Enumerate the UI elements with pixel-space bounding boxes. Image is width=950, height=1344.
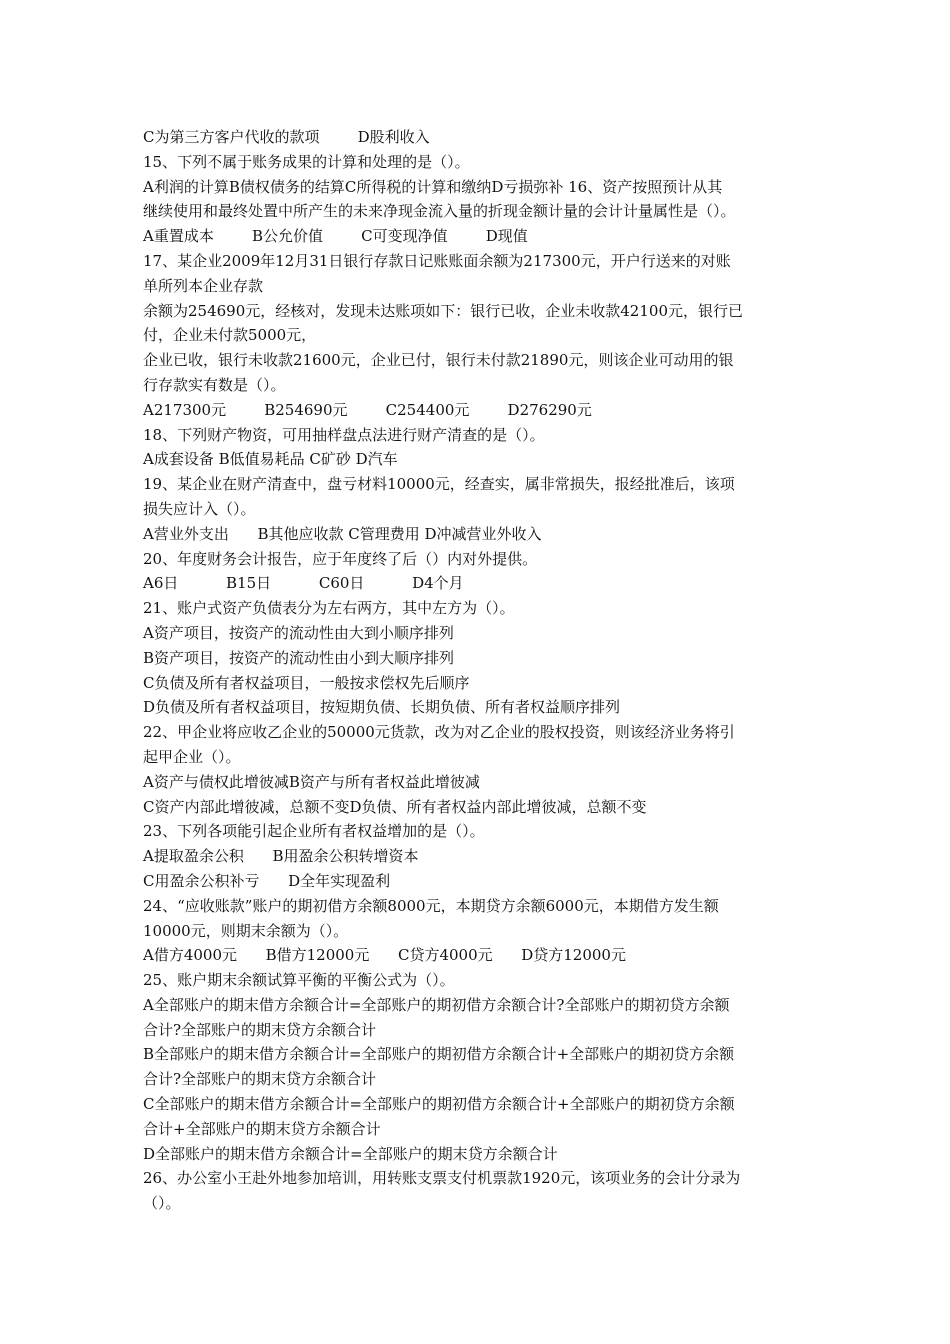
text-line: 继续使用和最终处置中所产生的未来净现金流入量的折现金额计量的会计计量属性是（）。 — [143, 202, 736, 221]
text-line: D全部账户的期末借方余额合计=全部账户的期末贷方余额合计 — [143, 1144, 558, 1163]
text-line: 10000元，则期末余额为（）。 — [143, 921, 349, 940]
text-line: A全部账户的期末借方余额合计=全部账户的期初借方余额合计?全部账户的期初贷方余额 — [143, 995, 730, 1014]
text-line: 21、账户式资产负债表分为左右两方，其中左方为（）。 — [143, 599, 515, 618]
text-line: 合计?全部账户的期末贷方余额合计 — [143, 1070, 377, 1089]
text-line: A成套设备 B低值易耗品 C矿砂 D汽车 — [143, 450, 398, 469]
text-line: 余额为254690元，经核对，发现未达账项如下：银行已收，企业未收款42100元，银行已 — [143, 301, 743, 320]
text-line: B全部账户的期末借方余额合计=全部账户的期初借方余额合计+全部账户的期初贷方余额 — [143, 1045, 735, 1064]
text-line: 付，企业未付款5000元， — [143, 326, 317, 345]
text-line: （）。 — [143, 1194, 181, 1213]
text-line: A提取盈余公积 B用盈余公积转增资本 — [143, 847, 419, 866]
text-line: A借方4000元 B借方12000元 C贷方4000元 D贷方12000元 — [143, 946, 626, 965]
text-line: 20、年度财务会计报告，应于年度终了后（）内对外提供。 — [143, 549, 538, 568]
text-line: C资产内部此增彼减，总额不变D负债、所有者权益内部此增彼减，总额不变 — [143, 797, 647, 816]
text-line: 18、下列财产物资，可用抽样盘点法进行财产清查的是（）。 — [143, 425, 545, 444]
text-line: 19、某企业在财产清查中，盘亏材料10000元，经查实，属非常损失，报经批准后，该项 — [143, 475, 735, 494]
text-line: 企业已收，银行未收款21600元，企业已付，银行未付款21890元，则该企业可动用的银 — [143, 351, 734, 370]
text-line: C用盈余公积补亏 D全年实现盈利 — [143, 871, 391, 890]
text-line: 起甲企业（）。 — [143, 747, 241, 766]
text-line: B资产项目，按资产的流动性由小到大顺序排列 — [143, 648, 455, 667]
text-line: 合计?全部账户的期末贷方余额合计 — [143, 1020, 377, 1039]
text-line: A6日 B15日 C60日 D4个月 — [143, 574, 464, 593]
text-line: 23、下列各项能引起企业所有者权益增加的是（）。 — [143, 822, 485, 841]
text-line: A重置成本 B公允价值 C可变现净值 D现值 — [143, 227, 528, 246]
text-line: A利润的计算B债权债务的结算C所得税的计算和缴纳D亏损弥补 16、资产按照预计从其 — [143, 177, 723, 196]
text-line: D负债及所有者权益项目，按短期负债、长期负债、所有者权益顺序排列 — [143, 698, 621, 717]
text-line: C为第三方客户代收的款项 D股利收入 — [143, 128, 430, 146]
text-line: A217300元 B254690元 C254400元 D276290元 — [143, 400, 592, 419]
text-line: 15、下列不属于账务成果的计算和处理的是（）。 — [143, 152, 470, 171]
text-line: 24、“应收账款”账户的期初借方余额8000元，本期贷方余额6000元，本期借方发生额 — [143, 896, 719, 915]
text-line: C负债及所有者权益项目，一般按求偿权先后顺序 — [143, 673, 470, 692]
text-line: 26、办公室小王赴外地参加培训，用转账支票支付机票款1920元，该项业务的会计分录为 — [143, 1169, 741, 1188]
text-line: 22、甲企业将应收乙企业的50000元货款，改为对乙企业的股权投资，则该经济业务将引 — [143, 723, 735, 742]
text-line: 损失应计入（）。 — [143, 499, 256, 518]
text-line: A资产与债权此增彼减B资产与所有者权益此增彼减 — [143, 772, 480, 791]
text-line: A营业外支出 B其他应收款 C管理费用 D冲减营业外收入 — [143, 524, 542, 543]
text-line: 17、某企业2009年12月31日银行存款日记账账面余额为217300元，开户行送来的对账 — [143, 251, 731, 270]
text-line: 合计+全部账户的期末贷方余额合计 — [143, 1119, 381, 1138]
text-line: A资产项目，按资产的流动性由大到小顺序排列 — [143, 623, 454, 642]
text-line: 25、账户期末余额试算平衡的平衡公式为（）。 — [143, 971, 455, 990]
document-body — [143, 125, 823, 1216]
text-line: C全部账户的期末借方余额合计=全部账户的期初借方余额合计+全部账户的期初贷方余额 — [143, 1095, 735, 1114]
text-line: 单所列本企业存款 — [143, 276, 264, 295]
text-line: 行存款实有数是（）。 — [143, 375, 286, 394]
